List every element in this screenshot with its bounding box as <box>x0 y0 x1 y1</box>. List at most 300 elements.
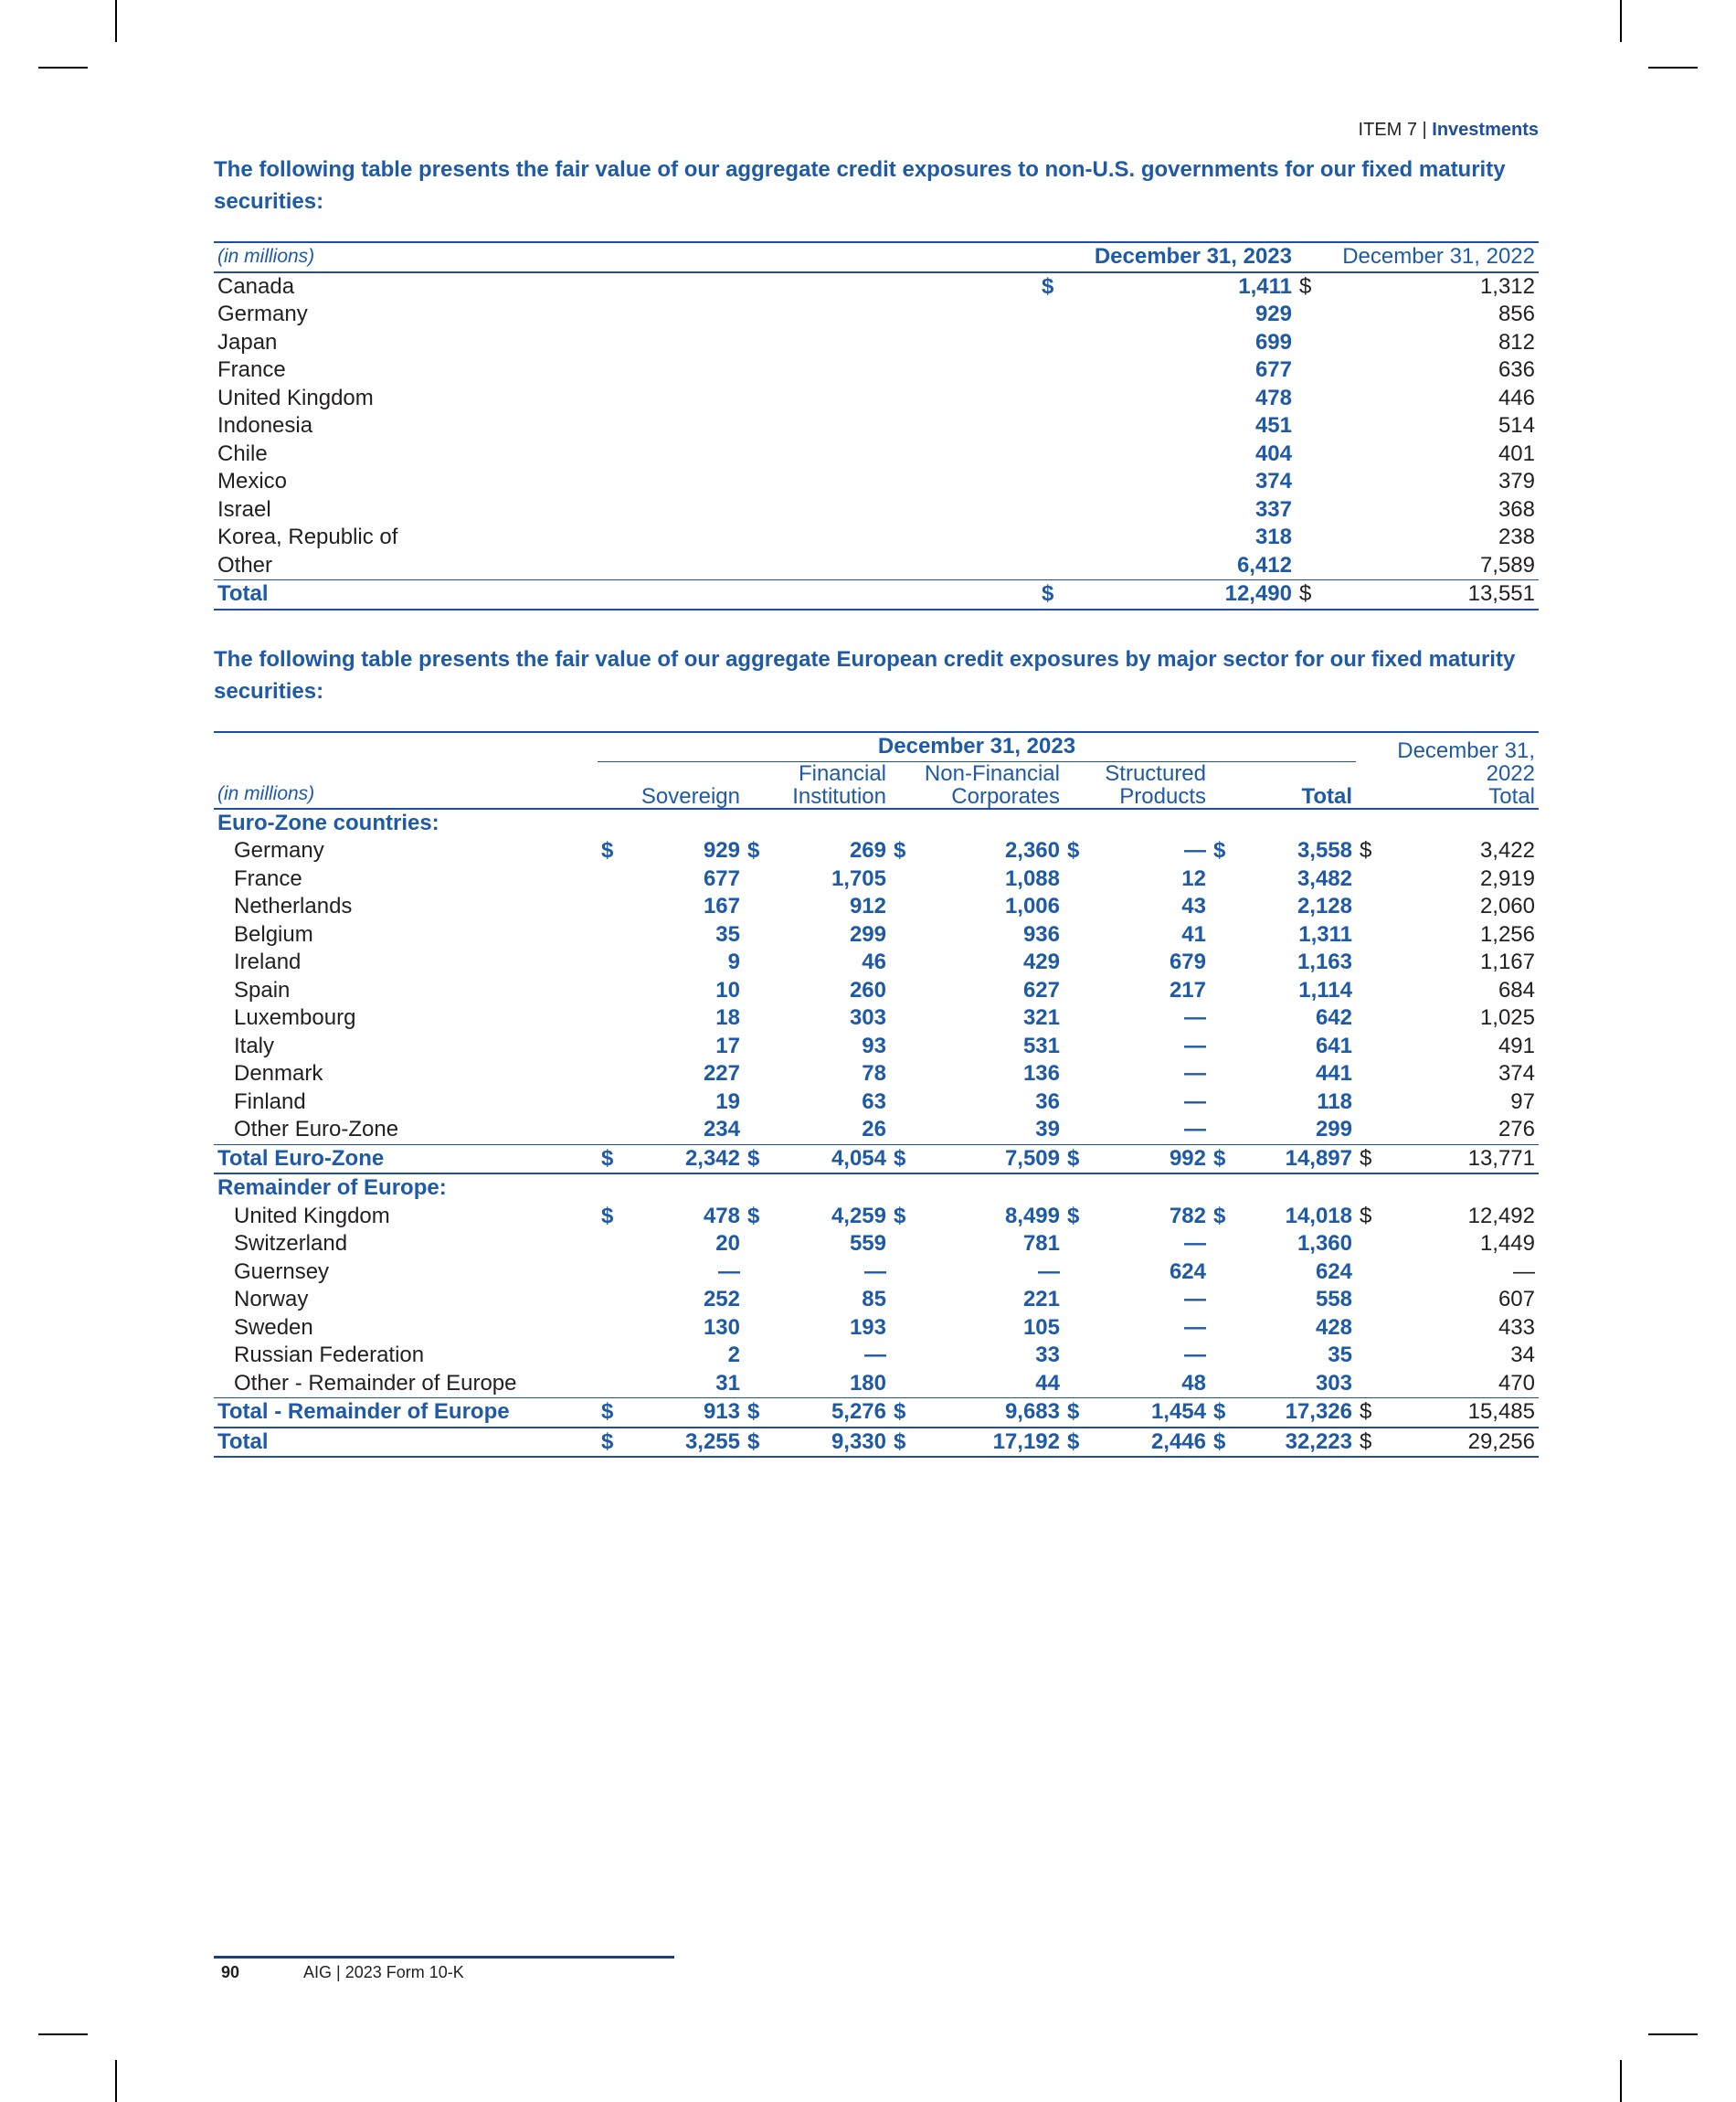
value-2022: 238 <box>1498 525 1535 550</box>
spacer-cell <box>744 1116 769 1144</box>
value-cell: 2 <box>727 1343 740 1368</box>
currency-symbol: $ <box>601 1203 614 1228</box>
crop-mark <box>115 0 117 42</box>
value-cell: 5,276 <box>769 1398 890 1428</box>
value-cell: — <box>1184 1231 1206 1257</box>
currency-symbol: $ <box>1042 273 1054 299</box>
section-heading: Euro-Zone countries: <box>214 809 598 838</box>
value-cell: 29,256 <box>1381 1428 1539 1458</box>
spacer-cell <box>890 1370 916 1398</box>
row-label: Netherlands <box>234 894 353 919</box>
value-cell: 85 <box>862 1287 886 1312</box>
row-label: Sweden <box>234 1314 313 1340</box>
value-2023: 318 <box>1254 525 1292 550</box>
value-cell: 992 <box>1089 1144 1210 1173</box>
value-cell: 180 <box>849 1370 886 1396</box>
currency-symbol: $ <box>894 838 906 864</box>
spacer-cell <box>1064 1116 1089 1144</box>
row-label: Chile <box>217 441 268 466</box>
spacer-cell <box>1064 1258 1089 1287</box>
spacer-cell <box>1356 1088 1381 1117</box>
spacer-cell <box>890 1314 916 1343</box>
value-cell: 17,192 <box>916 1428 1064 1458</box>
value-cell: 677 <box>703 865 740 891</box>
crop-mark <box>38 67 88 69</box>
value-cell: — <box>1513 1258 1535 1284</box>
value-cell: 105 <box>1022 1314 1060 1340</box>
value-cell: 78 <box>862 1061 886 1087</box>
table-row <box>214 865 1539 894</box>
table-row <box>214 329 1539 357</box>
spacer-cell <box>744 1258 769 1287</box>
row-label: Indonesia <box>217 413 313 439</box>
spacer-cell <box>1064 1004 1089 1033</box>
spacer-cell <box>1064 1342 1089 1370</box>
spacer-cell <box>1296 441 1323 469</box>
row-label: Other <box>217 552 273 578</box>
value-cell: 193 <box>849 1314 886 1340</box>
table-row <box>214 385 1539 413</box>
table-row <box>214 496 1539 525</box>
value-cell: 46 <box>862 950 886 975</box>
header-section: Investments <box>1432 120 1539 140</box>
currency-symbol: $ <box>747 838 760 864</box>
spacer-cell <box>1356 1060 1381 1088</box>
spacer-cell <box>598 1370 623 1398</box>
spacer-cell <box>1356 1258 1381 1287</box>
spacer-cell <box>1356 893 1381 921</box>
currency-symbol: $ <box>1356 1144 1381 1173</box>
spacer-cell <box>1210 1004 1235 1033</box>
page-footer <box>221 1963 464 1982</box>
value-cell: 43 <box>1181 894 1206 919</box>
value-cell: 429 <box>1022 950 1060 975</box>
spacer-cell <box>744 1314 769 1343</box>
row-label: Belgium <box>234 921 313 947</box>
row-label: Total <box>214 1428 598 1458</box>
spacer-cell <box>598 1286 623 1314</box>
table-row <box>214 1230 1539 1258</box>
currency-symbol: $ <box>1067 838 1080 864</box>
row-label: Russian Federation <box>234 1343 425 1368</box>
spacer-cell <box>1064 977 1089 1005</box>
spacer-cell <box>1064 921 1089 950</box>
value-cell: 1,256 <box>1479 921 1535 947</box>
table-row <box>214 1342 1539 1370</box>
spacer-cell <box>1356 1370 1381 1398</box>
value-2022: 401 <box>1498 441 1535 466</box>
value-cell: 299 <box>849 921 886 947</box>
table-row <box>214 1203 1539 1231</box>
table-row <box>214 1088 1539 1117</box>
col-header-total: Total <box>1301 783 1352 809</box>
value-cell: — <box>864 1343 886 1368</box>
value-2022: 636 <box>1498 357 1535 383</box>
currency-symbol: $ <box>1064 1144 1089 1173</box>
value-cell: 4,054 <box>769 1144 890 1173</box>
total-label: Total <box>214 580 1038 610</box>
spacer-cell <box>1064 1314 1089 1343</box>
row-label: Denmark <box>234 1061 323 1087</box>
currency-symbol: $ <box>890 1398 916 1428</box>
col-header-products: Products <box>1119 783 1206 809</box>
currency-symbol: $ <box>894 1203 906 1228</box>
value-cell: 33 <box>1035 1343 1060 1368</box>
spacer-cell <box>1064 949 1089 977</box>
spacer-cell <box>1064 1033 1089 1061</box>
value-cell: 559 <box>849 1231 886 1257</box>
spacer-cell <box>890 1230 916 1258</box>
currency-symbol: $ <box>1360 838 1372 864</box>
footer-doc: AIG | 2023 Form 10-K <box>303 1963 464 1981</box>
currency-symbol: $ <box>1296 580 1323 610</box>
currency-symbol: $ <box>598 1144 623 1173</box>
value-cell: 491 <box>1498 1033 1535 1058</box>
table-row <box>214 977 1539 1005</box>
value-cell: 31 <box>715 1370 740 1396</box>
row-label: France <box>234 865 302 891</box>
spacer-cell <box>1064 1088 1089 1117</box>
value-2023: 1,411 <box>1238 273 1292 299</box>
value-cell: 8,499 <box>1004 1203 1060 1228</box>
table-row <box>214 524 1539 552</box>
value-cell: 36 <box>1035 1088 1060 1114</box>
currency-symbol: $ <box>744 1144 769 1173</box>
value-cell: 641 <box>1315 1033 1352 1058</box>
spacer-cell <box>598 1116 623 1144</box>
value-cell: 17 <box>715 1033 740 1058</box>
value-2023: 699 <box>1254 329 1292 355</box>
value-2023: 404 <box>1254 441 1292 466</box>
spacer-cell <box>1356 1116 1381 1144</box>
value-cell: 18 <box>715 1005 740 1031</box>
row-label: Germany <box>234 838 324 864</box>
row-label: Israel <box>217 496 271 522</box>
currency-symbol: $ <box>1356 1398 1381 1428</box>
value-cell: 35 <box>1328 1343 1352 1368</box>
value-cell: 684 <box>1498 977 1535 1003</box>
value-cell: 531 <box>1022 1033 1060 1058</box>
spacer-cell <box>1356 1004 1381 1033</box>
col-header-corporates: Corporates <box>951 783 1060 809</box>
value-cell: 1,454 <box>1089 1398 1210 1428</box>
row-label: Guernsey <box>234 1258 330 1284</box>
value-cell: 624 <box>1169 1258 1206 1284</box>
spacer-cell <box>598 893 623 921</box>
spacer-cell <box>1296 496 1323 525</box>
spacer-cell <box>1296 524 1323 552</box>
spacer-cell <box>1064 1370 1089 1398</box>
crop-mark <box>1648 67 1698 69</box>
value-cell: 20 <box>715 1231 740 1257</box>
row-label: United Kingdom <box>217 385 374 410</box>
spacer-cell <box>598 1342 623 1370</box>
currency-symbol: $ <box>1360 1203 1372 1228</box>
row-label: Italy <box>234 1033 275 1058</box>
spacer-cell <box>1356 865 1381 894</box>
value-cell: 374 <box>1498 1061 1535 1087</box>
value-cell: 12,492 <box>1467 1203 1535 1228</box>
header-item: ITEM 7 | <box>1358 120 1433 140</box>
spacer-cell <box>1210 977 1235 1005</box>
crop-mark <box>115 2060 117 2102</box>
spacer-cell <box>598 977 623 1005</box>
value-cell: 10 <box>715 977 740 1003</box>
row-label: Total Euro-Zone <box>214 1144 598 1173</box>
spacer-cell <box>890 1004 916 1033</box>
spacer-cell <box>1038 356 1065 385</box>
table-row <box>214 1258 1539 1287</box>
spacer-cell <box>1356 1033 1381 1061</box>
row-label: France <box>217 357 286 383</box>
spacer-cell <box>598 865 623 894</box>
table-row <box>214 921 1539 950</box>
table-row <box>214 412 1539 441</box>
value-cell: 167 <box>703 894 740 919</box>
value-cell: — <box>864 1258 886 1284</box>
spacer-cell <box>1210 1116 1235 1144</box>
value-cell: 624 <box>1315 1258 1352 1284</box>
currency-symbol: $ <box>1064 1428 1089 1458</box>
value-cell: — <box>1184 1088 1206 1114</box>
value-cell: 912 <box>849 894 886 919</box>
spacer-cell <box>1038 468 1065 496</box>
spacer-cell <box>1356 921 1381 950</box>
value-2023: 478 <box>1254 385 1292 410</box>
spacer-cell <box>1210 1230 1235 1258</box>
currency-symbol: $ <box>744 1428 769 1458</box>
value-cell: 14,897 <box>1235 1144 1356 1173</box>
group-header-2023: December 31, 2023 <box>598 732 1356 761</box>
currency-symbol: $ <box>1356 1428 1381 1458</box>
value-cell: 9 <box>727 950 740 975</box>
row-label: Ireland <box>234 950 302 975</box>
value-cell: 63 <box>862 1088 886 1114</box>
value-cell: — <box>1184 1343 1206 1368</box>
spacer-cell <box>1296 356 1323 385</box>
value-2022: 446 <box>1498 385 1535 410</box>
currency-symbol: $ <box>890 1428 916 1458</box>
spacer-cell <box>890 921 916 950</box>
spacer-cell <box>890 1033 916 1061</box>
spacer-cell <box>890 949 916 977</box>
spacer-cell <box>744 1088 769 1117</box>
value-cell: 34 <box>1510 1343 1535 1368</box>
value-cell: — <box>1038 1258 1060 1284</box>
table-row <box>214 1370 1539 1398</box>
spacer-cell <box>1210 1286 1235 1314</box>
value-2022: 812 <box>1498 329 1535 355</box>
spacer-cell <box>744 1286 769 1314</box>
spacer-cell <box>1210 1370 1235 1398</box>
total-2022: 13,551 <box>1323 580 1539 610</box>
value-cell: 470 <box>1498 1370 1535 1396</box>
page-header <box>1359 120 1539 141</box>
currency-symbol: $ <box>1299 273 1312 299</box>
currency-symbol: $ <box>1213 1203 1226 1228</box>
spacer-cell <box>598 949 623 977</box>
spacer-cell <box>598 1088 623 1117</box>
spacer-cell <box>598 1004 623 1033</box>
col-header-institution: Institution <box>792 783 886 809</box>
row-label: Korea, Republic of <box>217 525 398 550</box>
value-cell: 35 <box>715 921 740 947</box>
value-cell: 227 <box>703 1061 740 1087</box>
value-cell: 234 <box>703 1117 740 1142</box>
value-cell: 1,163 <box>1297 950 1352 975</box>
spacer-cell <box>1356 949 1381 977</box>
value-cell: 679 <box>1169 950 1206 975</box>
value-cell: 303 <box>1315 1370 1352 1396</box>
value-cell: — <box>1184 1314 1206 1340</box>
spacer-cell <box>598 1173 1539 1203</box>
spacer-cell <box>1064 893 1089 921</box>
value-cell: 782 <box>1169 1203 1206 1228</box>
table-row <box>214 1314 1539 1343</box>
value-cell: 428 <box>1315 1314 1352 1340</box>
table-row <box>214 1004 1539 1033</box>
spacer-cell <box>890 1060 916 1088</box>
spacer-cell <box>598 1060 623 1088</box>
prior-header-line1: December 31, <box>1397 738 1535 763</box>
spacer-cell <box>598 1258 623 1287</box>
row-label: United Kingdom <box>234 1203 390 1228</box>
value-cell: 12 <box>1181 865 1206 891</box>
prior-header-line2: 2022 <box>1486 760 1535 786</box>
spacer-cell <box>1356 1286 1381 1314</box>
table-row <box>214 1060 1539 1088</box>
value-cell: 269 <box>849 838 886 864</box>
value-cell: 15,485 <box>1381 1398 1539 1428</box>
table-row <box>214 837 1539 865</box>
currency-symbol: $ <box>744 1398 769 1428</box>
value-cell: 558 <box>1315 1287 1352 1312</box>
table-row <box>214 552 1539 580</box>
spacer-cell <box>744 949 769 977</box>
spacer-cell <box>744 977 769 1005</box>
value-cell: 303 <box>849 1005 886 1031</box>
european-exposure-table <box>214 731 1539 1458</box>
section-heading-row <box>214 1173 1539 1203</box>
spacer-cell <box>1210 1342 1235 1370</box>
value-cell: 48 <box>1181 1370 1206 1396</box>
value-cell: 321 <box>1022 1005 1060 1031</box>
spacer-cell <box>1210 1088 1235 1117</box>
total-2023: 12,490 <box>1065 580 1296 610</box>
table2-intro: The following table presents the fair value of our aggregate European credit exposures by major sector for our fixed maturity securities: <box>214 647 1516 704</box>
spacer-cell <box>1038 441 1065 469</box>
value-cell: 1,360 <box>1297 1231 1352 1257</box>
value-cell: 1,311 <box>1298 921 1352 947</box>
value-cell: 44 <box>1035 1370 1060 1396</box>
value-cell: 19 <box>715 1088 740 1114</box>
value-cell: 2,360 <box>1004 838 1060 864</box>
table-row <box>214 1116 1539 1144</box>
subtotal-row <box>214 1144 1539 1173</box>
crop-mark <box>1620 0 1622 42</box>
spacer-cell <box>1038 412 1065 441</box>
value-cell: 1,167 <box>1479 950 1535 975</box>
spacer-cell <box>1064 1060 1089 1088</box>
page-number: 90 <box>221 1963 240 1981</box>
value-2022: 856 <box>1498 302 1535 327</box>
value-cell: 136 <box>1022 1061 1060 1087</box>
value-cell: 118 <box>1317 1088 1352 1114</box>
spacer-cell <box>1296 385 1323 413</box>
value-cell: 93 <box>862 1033 886 1058</box>
value-cell: 41 <box>1181 921 1206 947</box>
value-2023: 929 <box>1254 302 1292 327</box>
units-label: (in millions) <box>214 761 598 809</box>
value-2023: 337 <box>1254 496 1292 522</box>
value-cell: 2,446 <box>1089 1428 1210 1458</box>
row-label: Germany <box>217 302 308 327</box>
value-cell: 26 <box>862 1117 886 1142</box>
col-header-2022: December 31, 2022 <box>1323 242 1539 272</box>
spacer-cell <box>1038 329 1065 357</box>
spacer-cell <box>1296 468 1323 496</box>
row-label: Luxembourg <box>234 1005 356 1031</box>
value-cell: 3,482 <box>1297 865 1352 891</box>
section-heading: Remainder of Europe: <box>214 1173 598 1203</box>
value-cell: 627 <box>1022 977 1060 1003</box>
spacer-cell <box>1296 552 1323 580</box>
value-cell: 1,705 <box>831 865 886 891</box>
value-cell: 4,259 <box>831 1203 886 1228</box>
currency-symbol: $ <box>1067 1203 1080 1228</box>
spacer-cell <box>1038 301 1065 329</box>
value-cell: 478 <box>703 1203 740 1228</box>
spacer-cell <box>1210 1258 1235 1287</box>
spacer-cell <box>1038 385 1065 413</box>
spacer-cell <box>1210 893 1235 921</box>
row-label: Other - Remainder of Europe <box>234 1370 517 1396</box>
table-row <box>214 1033 1539 1061</box>
spacer-cell <box>744 1370 769 1398</box>
spacer-cell <box>1296 329 1323 357</box>
currency-symbol: $ <box>598 1398 623 1428</box>
table-row <box>214 1286 1539 1314</box>
currency-symbol: $ <box>1064 1398 1089 1428</box>
value-cell: 929 <box>703 838 740 864</box>
spacer-cell <box>1038 552 1065 580</box>
spacer-cell <box>1038 524 1065 552</box>
col-header-line1: Financial <box>798 760 886 786</box>
spacer-cell <box>744 1033 769 1061</box>
spacer-cell <box>598 809 1539 838</box>
table-row <box>214 441 1539 469</box>
value-2022: 514 <box>1498 413 1535 439</box>
value-cell: 97 <box>1510 1088 1535 1114</box>
value-cell: 39 <box>1035 1117 1060 1142</box>
row-label: Other Euro-Zone <box>234 1117 399 1142</box>
row-label: Switzerland <box>234 1231 348 1257</box>
spacer-cell <box>890 1116 916 1144</box>
units-label: (in millions) <box>214 242 1038 272</box>
value-cell: 217 <box>1169 977 1206 1003</box>
spacer-cell <box>1210 1033 1235 1061</box>
table-row <box>214 893 1539 921</box>
spacer-cell <box>1038 496 1065 525</box>
row-label: Norway <box>234 1287 309 1312</box>
section-heading-row <box>214 809 1539 838</box>
value-cell: 433 <box>1498 1314 1535 1340</box>
value-cell: 3,558 <box>1297 838 1352 864</box>
currency-symbol: $ <box>1210 1428 1235 1458</box>
spacer-cell <box>1296 412 1323 441</box>
value-cell: — <box>1184 1117 1206 1142</box>
spacer-cell <box>598 1230 623 1258</box>
